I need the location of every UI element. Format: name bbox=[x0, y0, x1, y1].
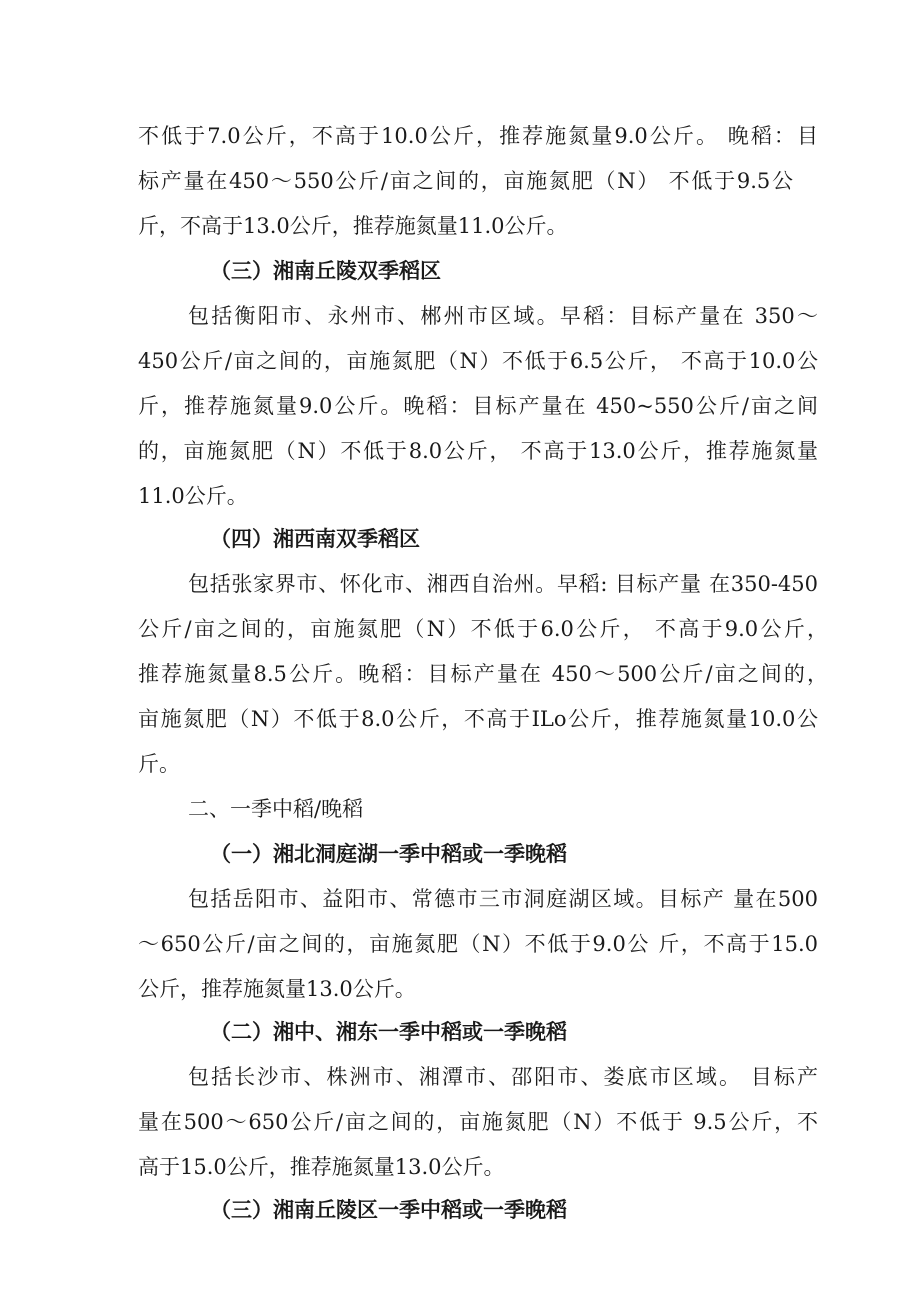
paragraph-line: 公斤，推荐施氮量13.0公斤。 bbox=[138, 977, 416, 1001]
paragraph-line: 斤，不高于13.0公斤，推荐施氮量11.0公斤。 bbox=[138, 214, 568, 238]
paragraph-line: 斤，推荐施氮量9.0公斤。晚稻：目标产量在 450~550公斤/亩之间 bbox=[138, 394, 818, 418]
chapter-heading: 二、一季中稻/晚稻 bbox=[188, 797, 364, 821]
paragraph-line: 包括长沙市、株洲市、湘潭市、邵阳市、娄底市区域。 目标产 bbox=[188, 1065, 818, 1089]
paragraph-line: 11.0公斤。 bbox=[138, 484, 248, 508]
paragraph-line: 450公斤/亩之间的，亩施氮肥（N）不低于6.5公斤， 不高于10.0公 bbox=[138, 349, 818, 373]
paragraph-line: 不低于7.0公斤，不高于10.0公斤，推荐施氮量9.0公斤。 晚稻：目 bbox=[138, 124, 818, 148]
paragraph-line: 包括张家界市、怀化市、湘西自治州。早稻: 目标产量 在350-450 bbox=[188, 572, 818, 596]
paragraph-line: ～650公斤/亩之间的，亩施氮肥（N）不低于9.0公 斤，不高于15.0 bbox=[138, 932, 818, 956]
paragraph-line: 斤。 bbox=[138, 752, 180, 776]
section-heading: （三）湘南丘陵双季稻区 bbox=[210, 258, 441, 283]
section-heading: （一）湘北洞庭湖一季中稻或一季晚稻 bbox=[210, 841, 567, 866]
paragraph-line: 亩施氮肥（N）不低于8.0公斤，不高于ILo公斤，推荐施氮量10.0公 bbox=[138, 707, 818, 731]
paragraph-line: 标产量在450～550公斤/亩之间的，亩施氮肥（N） 不低于9.5公 bbox=[138, 169, 793, 193]
paragraph-line: 公斤/亩之间的，亩施氮肥（N）不低于6.0公斤， 不高于9.0公斤， bbox=[138, 617, 828, 641]
paragraph-line: 包括衡阳市、永州市、郴州市区域。早稻：目标产量在 350～ bbox=[188, 304, 818, 328]
paragraph-line: 的，亩施氮肥（N）不低于8.0公斤， 不高于13.0公斤，推荐施氮量 bbox=[138, 439, 818, 463]
paragraph-line: 推荐施氮量8.5公斤。晚稻：目标产量在 450～500公斤/亩之间的， bbox=[138, 662, 828, 686]
section-heading: （三）湘南丘陵区一季中稻或一季晚稻 bbox=[210, 1197, 567, 1222]
section-heading: （四）湘西南双季稻区 bbox=[210, 526, 420, 551]
paragraph-line: 高于15.0公斤，推荐施氮量13.0公斤。 bbox=[138, 1155, 505, 1179]
section-heading: （二）湘中、湘东一季中稻或一季晚稻 bbox=[210, 1019, 567, 1044]
paragraph-line: 包括岳阳市、益阳市、常德市三市洞庭湖区域。目标产 量在500 bbox=[188, 887, 818, 911]
paragraph-line: 量在500～650公斤/亩之间的，亩施氮肥（N）不低于 9.5公斤，不 bbox=[138, 1110, 818, 1134]
